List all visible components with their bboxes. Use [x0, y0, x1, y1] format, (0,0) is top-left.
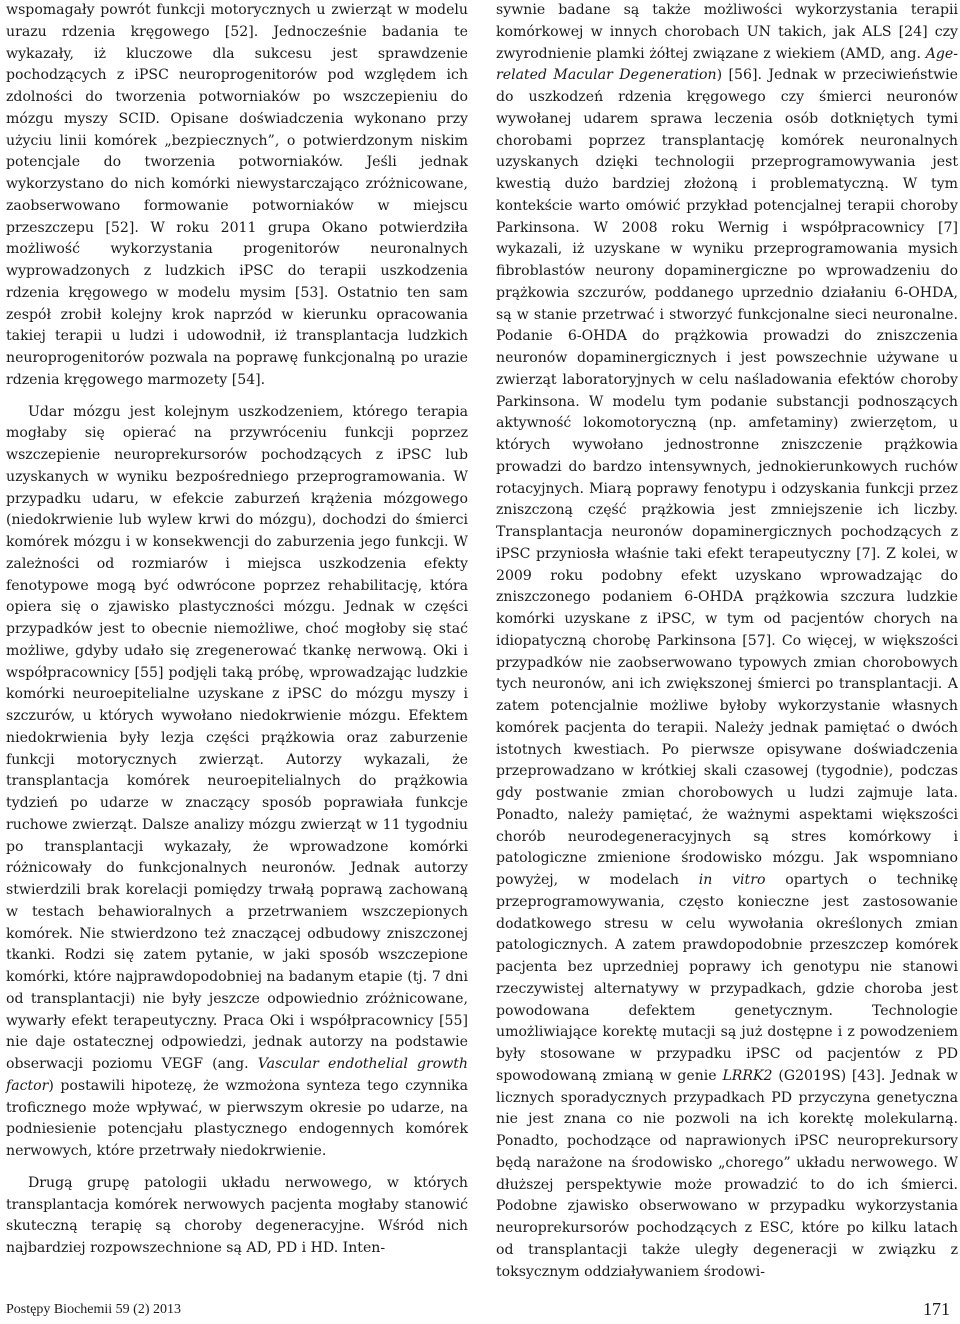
- paragraph-left-3: Drugą grupę patologii układu nerwowego, w których transplantacja komórek nerwowych pacjenta mogłaby stanowić skuteczną terapię są choroby degeneracyjne. Wśród nich najbardziej rozpowszechnione są AD, PD i HD. Inten-: [6, 1174, 468, 1256]
- left-column: [6, 0, 468, 1260]
- paragraph-left-2: [6, 402, 468, 1163]
- paragraph-left-2-tail: ) postawili hipotezę, że wzmożona synteza tego czynnika troficznego może wpływać, w pierwszym okresie po udarze, na podniesienie potencjału plastycznego endogennych komórek nerwowych, które przetrwały niedokrwienie.: [6, 1077, 468, 1159]
- paragraph-right-1-italic1: Age-related Macular Degeneration: [496, 45, 958, 84]
- paragraph-right-1-part4: (G2019S) [43]. Jednak w licznych sporadycznych przypadkach PD przyczyna genetyczna nie jest znana co nie pozwoli na ich korektę molekularną. Ponadto, pochodzące od naprawionych iPSC neuroprekursory będą narażone na środowisko „chorego” układu nerwowego. W dłuższej perspektywie może prowadzić to do ich śmierci. Podobne zjawisko obserwowano w przypadku wykorzystania neuroprekursorów pochodzących z ESC, które po kilku latach od transplantacji także uległy degeneracji w związku z toksycznym oddziaływaniem środowi-: [496, 1067, 958, 1280]
- paragraph-right-1-part3: opartych o technikę przeprogramowywania, często konieczne jest zastosowanie dodatkowego stresu w celu wywołania określonych zmian patologicznych. A zatem prawdopodobnie przeszczep komórek pacjenta bez uprzedniej poprawy ich genotypu nie stanowi rzeczywistej alternatywy w przypadkach, gdzie choroba jest powodowana defektem genetycznym. Technologie umożliwiające korektę mutacji są już dostępne i z powodzeniem były stosowane w przypadku iPSC od pacjentów z PD spowodowaną zmianą w genie: [496, 872, 959, 1084]
- paragraph-right-1: [496, 0, 958, 1283]
- page-footer: [0, 1300, 960, 1320]
- paragraph-right-1-italic3: LRRK2: [722, 1067, 773, 1084]
- paragraph-left-2-text: Udar mózgu jest kolejnym uszkodzeniem, którego terapia mogłaby się opierać na przywróceniu funkcji poprzez wszczepienie neuroprekursorów pochodzących z iPSC lub uzyskanych w wyniku bezpośredniego przeprogramowania. W przypadku udaru, w efekcie zaburzeń krążenia mózgowego (niedokrwienie lub wylew krwi do mózgu), dochodzi do śmierci komórek mózgu i w konsekwencji do zaburzenia jego funkcji. W zależności od rozmiarów i miejsca uszkodzenia efekty fenotypowe mogą być odwrócone poprzez rehabilitację, która opiera się o zjawisko plastyczności mózgu. Jednak w części przypadków jest to obecnie niemożliwe, choć mogłoby się stać możliwe, gdyby udało się zregenerować tkankę nerwową. Oki i współpracownicy [55] podjęli taką próbę, wprowadzając ludzkie komórki neuroepitelialne uzyskane z iPSC do mózgu myszy i szczurów, u których wywołano niedokrwienie mózgu. Efektem niedokrwienia były lezja części prążkowia oraz zaburzenie funkcji motorycznych zwierząt. Autorzy wykazali, że transplantacja komórek neuroepitelialnych do prążkowia tydzień po udarze w znaczący sposób poprawiała funkcje ruchowe zwierząt. Dalsze analizy mózgu zwierząt w 11 tygodniu po transplantacji wykazały, że wprowadzone komórki różnicowały do funkcjonalnych neuronów. Jednak autorzy stwierdzili brak korelacji pomiędzy trwałą poprawą zachowaną w testach behawioralnych a przetrwaniem wszczepionych komórek. Nie stwierdzono też znaczącej odbudowy zniszczonej tkanki. Rodzi się zatem pytanie, w jaki sposób wszczepione komórki, które najprawdopodobniej na badanym etapie (tj. 7 dni od transplantacji) nie były jeszcze odpowiednio zróżnicowane, wywarły efekt terapeutyczny. Praca Oki i współpracownicy [55] nie daje ostatecznej odpowiedzi, jednak autorzy na podstawie obserwacji poziomu VEGF (ang.: [6, 403, 468, 1072]
- paragraph-left-2-italic: Vascular endothelial growth factor: [6, 1056, 469, 1094]
- paragraph-right-1-part2: ) [56]. Jednak w przeciwieństwie do uszkodzeń rdzenia kręgowego czy śmierci neuronów wywołanej udarem sprawa leczenia osób dotkniętych tymi chorobami poprzez transplantację komórek neuronalnych uzyskanych dzięki technologii przeprogramowywania jest kwestią dużo bardziej złożoną i problematyczną. W tym kontekście warto omówić przykład potencjalnej terapii choroby Parkinsona. W 2008 roku Wernig i współpracownicy [7] wykazali, iż uzyskane w wyniku przeprogramowania mysich fibroblastów neurony dopaminergiczne po wprowadzeniu do prążkowia szczurów, poddanego uprzednio działaniu 6-OHDA, są w stanie przetrwać i stworzyć funkcjonalne sieci neuronalne. Podanie 6-OHDA do prążkowia prowadzi do zniszczenia neuronów dopaminergicznych i jest powszechnie używane u zwierząt laboratoryjnych w celu naśladowania efektów choroby Parkinsona. W modelu tym podanie substancji podnoszących aktywność lokomotoryczną (np. amfetaminy) zwierzętom, u których wywołano jednostronne zniszczenie prążkowia prowadzi do bardzo intensywnych, jednokierunkowych ruchów rotacyjnych. Miarą poprawy fenotypu i odzyskania funkcji przez zniszczoną część prążkowia jest zmniejszenie ich liczby. Transplantacja neuronów dopaminergicznych pochodzących z iPSC przyniosła właśnie taki efekt terapeutyczny [7]. Z kolei, w 2009 roku podobny efekt uzyskano wprowadzając do zniszczonego podaniem 6-OHDA prążkowia szczura ludzkie komórki uzyskane z iPSC, w tym od pacjentów chorych na idiopatyczną chorobę Parkinsona [57]. Co więcej, w większości przypadków nie zaobserwowano typowych zmian chorobowych tych neuronów, ani ich zwiększonej śmierci po transplantacji. A zatem potencjalnie możliwe byłoby wykorzystanie własnych komórek pacjenta do terapii. Należy jednak pamiętać o dwóch istotnych kwestiach. Po pierwsze opisywane doświadczenia przeprowadzano w krótkiej skali czasowej (tygodnie), podczas gdy postwanie zmian chorobowych u ludzi zajmuje lata. Ponadto, należy pamiętać, że ważnymi aspektami większości chorób neurodegeneracyjnych są stres komórkowy i patologiczne zmienione środowisko mózgu. Jak wspomniano powyżej, w modelach: [496, 67, 958, 888]
- paragraph-left-1: wspomagały powrót funkcji motorycznych u zwierząt w modelu urazu rdzenia kręgowego [52]. Jednocześnie badania te wykazały, iż kluczowe dla sukcesu jest sprawdzenie pochodzących z iPSC neuroprogenitorów pod względem ich zdolności do tworzenia potworniaków po wszczepieniu do mózgu myszy SCID. Opisane doświadczenia wykonano przy użyciu linii komórek „bezpiecznych”, o potwierdzonym niskim potencjale do tworzenia potworniaków. Jeśli jednak wykorzystano do nich komórki niewystarczająco zróżnicowane, zaobserwowano formowanie potworniaków w miejscu przeszczepu [52]. W roku 2011 grupa Okano potwierdziła możliwość wykorzystania progenitorów neuronalnych wyprowadzonych z ludzkich iPSC do terapii uszkodzenia rdzenia kręgowego w modelu mysim [53]. Ostatnio ten sam zespół zrobił kolejny krok naprzód w kierunku opracowania takiej terapii u ludzi i udowodnił, iż transplantacja ludzkich neuroprogenitorów pozwala na poprawę funkcjonalną po urazie rdzenia kręgowego marmozety [54].: [6, 2, 468, 388]
- right-column: [496, 0, 958, 1283]
- paragraph-right-1-italic2: in vitro: [698, 872, 766, 888]
- journal-citation: Postępy Biochemii 59 (2) 2013: [6, 1302, 181, 1317]
- paragraph-right-1-part1: sywnie badane są także możliwości wykorzystania terapii komórkowej w innych chorobach UN takich, jak ALS [24] czy zwyrodnienie plamki żółtej związane z wiekiem (AMD, ang.: [496, 2, 958, 62]
- page-number: 171: [923, 1299, 950, 1319]
